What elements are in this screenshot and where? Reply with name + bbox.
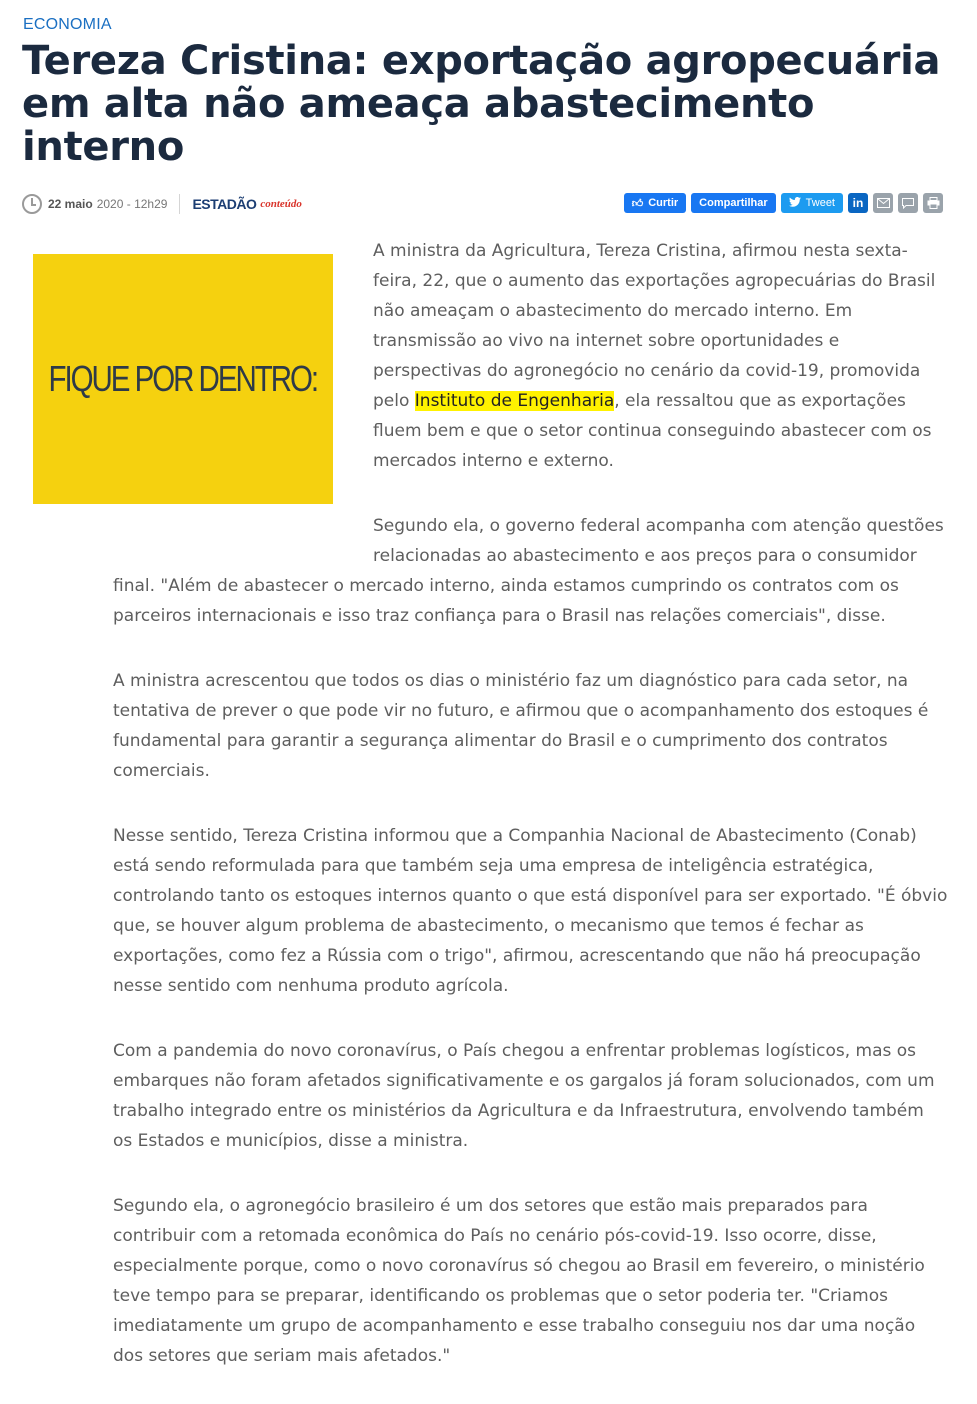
article-paragraph bbox=[373, 236, 948, 476]
facebook-share-button[interactable] bbox=[691, 193, 775, 213]
share-bar bbox=[624, 193, 943, 213]
paragraph-text: A ministra da Agricultura, Tereza Cristina, afirmou nesta sexta-feira, 22, que o aumento das exportações agropecuárias do Brasil não ameaçam o abastecimento do mercado interno. Em transmissão ao vivo na internet sobre oportunidades e perspectivas do agronegócio no cenário da covid-19, promovida pelo bbox=[373, 241, 936, 411]
twitter-icon bbox=[789, 197, 801, 210]
like-label: Curtir bbox=[648, 197, 679, 209]
twitter-tweet-button[interactable] bbox=[781, 193, 843, 213]
source-logo[interactable]: ESTADÃO bbox=[192, 196, 257, 212]
linkedin-icon[interactable]: in bbox=[848, 193, 868, 213]
article-paragraph: A ministra acrescentou que todos os dias o ministério faz um diagnóstico para cada setor, na tentativa de prever o que pode vir no futuro, e afirmou que o acompanhamento dos estoques é fundamental para garantir a segurança alimentar do Brasil e o cumprimento dos contratos comerciais. bbox=[113, 671, 929, 781]
share-label: Compartilhar bbox=[699, 197, 768, 209]
article-headline: Tereza Cristina: exportação agropecuária em alta não ameaça abastecimento interno bbox=[22, 38, 941, 170]
article-paragraph: final. "Além de abastecer o mercado interno, ainda estamos cumprindo os contratos com os parceiros internacionais e isso traz confiança para o Brasil nas relações comerciais", disse. bbox=[113, 576, 899, 626]
publish-date: 22 maio bbox=[48, 197, 93, 211]
article-paragraph: Nesse sentido, Tereza Cristina informou que a Companhia Nacional de Abastecimento (Conab) está sendo reformulada para que também seja uma empresa de inteligência estratégica, controlando tanto os estoques internos quanto o que está disponível para ser exportado. "É óbvio que, se houver algum problema de abastecimento, o mecanismo que temos é fechar as exportações, como fez a Rússia com o trigo", afirmou, acrescentando que não há preocupação nesse sentido com nenhuma produto agrícola. bbox=[113, 826, 948, 996]
meta-divider bbox=[179, 194, 180, 214]
email-icon[interactable] bbox=[873, 193, 893, 213]
clock-icon bbox=[22, 194, 42, 214]
comment-icon[interactable] bbox=[898, 193, 918, 213]
paragraph-text: , ela ressaltou que as exportações fluem bem e que o setor continua conseguindo abastecer com os mercados interno e externo. bbox=[373, 391, 932, 471]
source-logo-sub: conteúdo bbox=[260, 198, 302, 210]
promo-banner[interactable] bbox=[33, 254, 333, 504]
facebook-like-button[interactable] bbox=[624, 193, 686, 213]
category-link[interactable]: ECONOMIA bbox=[23, 16, 112, 33]
instituto-link[interactable]: Instituto de Engenharia bbox=[414, 391, 615, 411]
print-icon[interactable] bbox=[923, 193, 943, 213]
article-meta bbox=[22, 192, 302, 216]
like-icon: 👍︎ bbox=[631, 197, 644, 210]
publish-time: 2020 - 12h29 bbox=[96, 197, 168, 211]
article-paragraph: Com a pandemia do novo coronavírus, o País chegou a enfrentar problemas logísticos, mas os embarques não foram afetados significativamente e os gargalos já foram solucionados, com um trabalho integrado entre os ministérios da Agricultura e da Infraestrutura, envolvendo também os Estados e municípios, disse a ministra. bbox=[113, 1041, 935, 1151]
article-paragraph: Segundo ela, o agronegócio brasileiro é um dos setores que estão mais preparados para contribuir com a retomada econômica do País no cenário pós-covid-19. Isso ocorre, disse, especialmente porque, como o novo coronavírus só chegou ao Brasil em fevereiro, o ministério teve tempo para se preparar, identificando os problemas que o setor poderia ter. "Criamos imediatamente um grupo de acompanhamento e esse trabalho conseguiu nos dar uma noção dos setores que seriam mais afetados." bbox=[113, 1196, 925, 1366]
promo-text: FIQUE POR DENTRO: bbox=[48, 358, 318, 399]
tweet-label: Tweet bbox=[805, 197, 835, 209]
article-paragraph: Segundo ela, o governo federal acompanha com atenção questões relacionadas ao abastecimento e aos preços para o consumidor bbox=[373, 516, 944, 566]
